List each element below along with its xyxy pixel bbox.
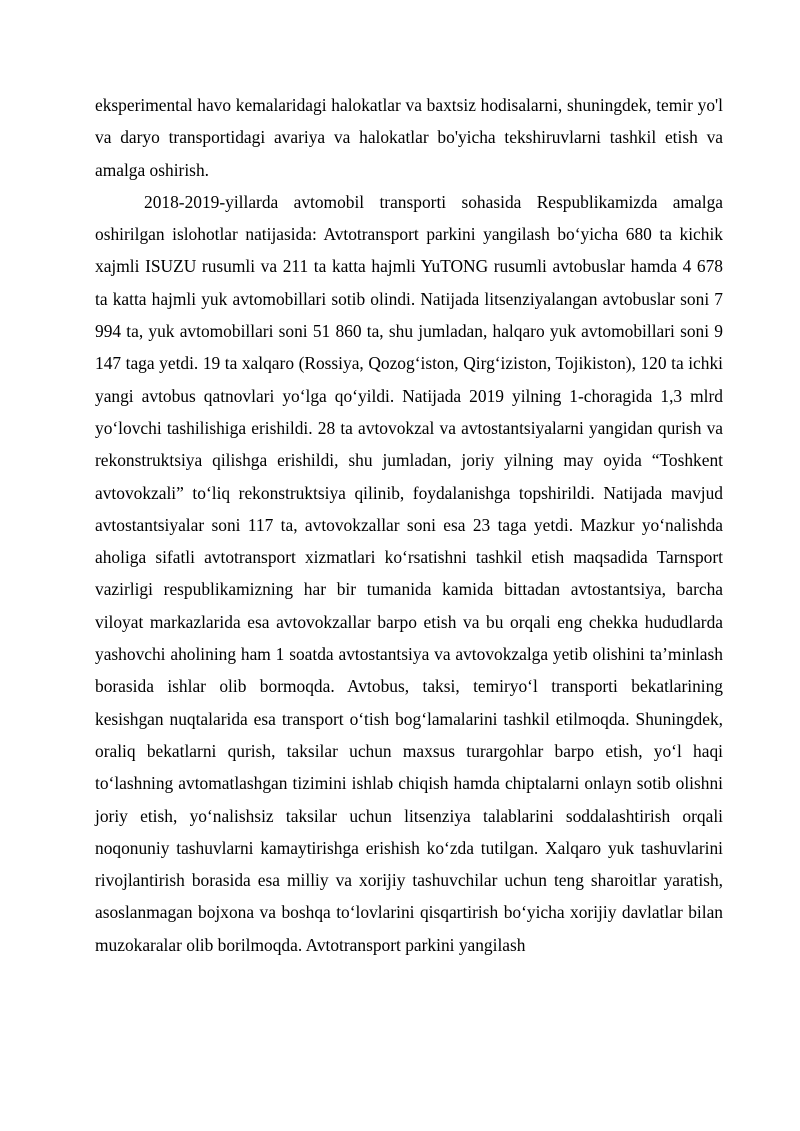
paragraph-continuation: eksperimental havo kemalaridagi halokatlar va baxtsiz hodisalarni, shuningdek, temir yo'l va daryo transportidagi avariya va halokatlar bo'yicha tekshiruvlarni tashkil etish va amalga oshirish. [95, 95, 723, 180]
paragraph-transport-reforms: 2018-2019-yillarda avtomobil transporti sohasida Respublikamizda amalga oshirilgan islohotlar natijasida: Avtotransport parkini yangilash boʻyicha 680 ta kichik xajmli ISUZU rusumli va 211 ta katta hajmli YuTONG rusumli avtobuslar hamda 4 678 ta katta hajmli yuk avtomobillari sotib olindi. Natijada litsenziyalangan avtobuslar soni 7 994 ta, yuk avtomobillari soni 51 860 ta, shu jumladan, halqaro yuk avtomobillari soni 9 147 taga yetdi. 19 ta xalqaro (Rossiya, Qozogʻiston, Qirgʻiziston, Tojikiston), 120 ta ichki yangi avtobus qatnovlari yoʻlga qoʻyildi. Natijada 2019 yilning 1-choragida 1,3 mlrd yoʻlovchi tashilishiga erishildi. 28 ta avtovokzal va avtostantsiyalarni yangidan qurish va rekonstruktsiya qilishga erishildi, shu jumladan, joriy yilning may oyida “Toshkent avtovokzali” toʻliq rekonstruktsiya qilinib, foydalanishga topshirildi. Natijada mavjud avtostantsiyalar soni 117 ta, avtovokzallar soni esa 23 taga yetdi. Mazkur yoʻnalishda aholiga sifatli avtotransport xizmatlari koʻrsatishni tashkil etish maqsadida Tarnsport vazirligi respublikamizning har bir tumanida kamida bittadan avtostantsiya, barcha viloyat markazlarida esa avtovokzallar barpo etish va bu orqali eng chekka hududlarda yashovchi aholining ham 1 soatda avtostantsiya va avtovokzalga yetib olishini ta’minlash borasida ishlar olib bormoqda. Avtobus, taksi, temiryoʻl transporti bekatlarining kesishgan nuqtalarida esa transport oʻtish bogʻlamalarini tashkil etilmoqda. Shuningdek, oraliq bekatlarni qurish, taksilar uchun maxsus turargohlar barpo etish, yoʻl haqi toʻlashning avtomatlashgan tizimini ishlab chiqish hamda chiptalarni onlayn sotib olishni joriy etish, yoʻnalishsiz taksilar uchun litsenziya talablarini soddalashtirish orqali noqonuniy tashuvlarni kamaytirishga erishish koʻzda tutilgan. Xalqaro yuk tashuvlarini rivojlantirish borasida esa milliy va xorijiy tashuvchilar uchun teng sharoitlar yaratish, asoslanmagan bojxona va boshqa toʻlovlarini qisqartirish boʻyicha xorijiy davlatlar bilan muzokaralar olib borilmoqda. Avtotransport parkini yangilash [95, 191, 723, 955]
document-page [95, 89, 723, 961]
